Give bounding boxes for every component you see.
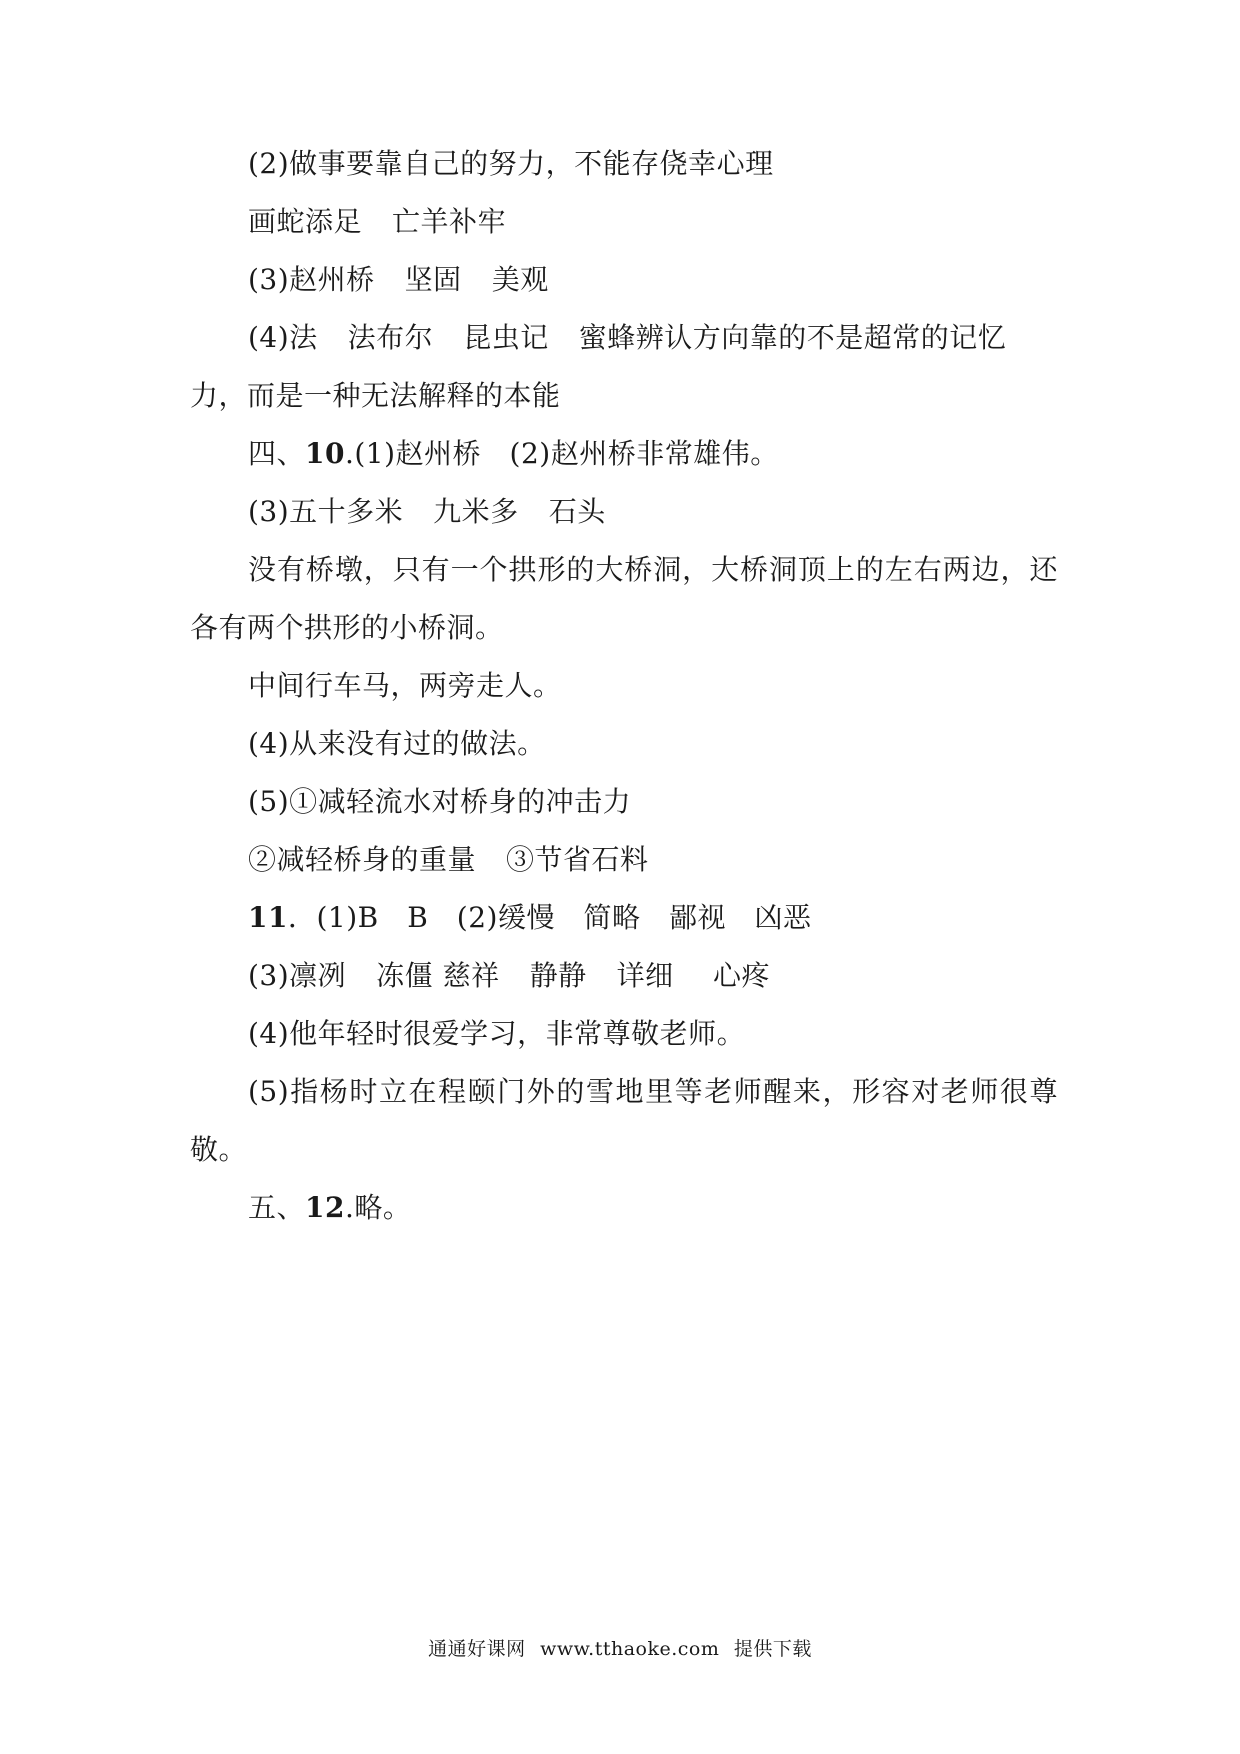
page-footer — [0, 1636, 1240, 1662]
answer-line: (4)他年轻时很爱学习，非常尊敬老师。 — [248, 1017, 746, 1050]
footer-note: 提供下载 — [733, 1638, 812, 1660]
answer-line: 力，而是一种无法解释的本能 — [190, 379, 561, 412]
question-number: 11 — [248, 901, 288, 934]
answer-line: (4)法 法布尔 昆虫记 蜜蜂辨认方向靠的不是超常的记忆 — [248, 321, 1007, 354]
section-heading: 五、12.略。 — [248, 1191, 412, 1224]
answer-line: (3)赵州桥 坚固 美观 — [248, 263, 549, 296]
answer-line: 各有两个拱形的小桥洞。 — [190, 611, 504, 644]
answer-line: (4)从来没有过的做法。 — [248, 727, 546, 760]
answer-line: 敬。 — [190, 1133, 248, 1166]
question-number: 12 — [305, 1191, 345, 1224]
section-heading: 四、10.(1)赵州桥 (2)赵州桥非常雄伟。 — [248, 437, 779, 470]
footer-url[interactable]: www.tthaoke.com — [540, 1638, 720, 1660]
answer-line: (2)做事要靠自己的努力，不能存侥幸心理 — [248, 147, 774, 180]
footer-site-name: 通通好课网 — [428, 1638, 526, 1660]
answer-line: (5)①减轻流水对桥身的冲击力 — [248, 785, 632, 818]
answer-line: 中间行车马，两旁走人。 — [248, 669, 562, 702]
question-line: 11．(1)B B (2)缓慢 简略 鄙视 凶恶 — [248, 901, 812, 934]
question-number: 10 — [305, 437, 345, 470]
answer-line: (3)凛冽 冻僵 慈祥 静静 详细 心疼 — [248, 959, 771, 992]
answer-line: ②减轻桥身的重量 ③节省石料 — [248, 843, 649, 876]
answer-line: (5)指杨时立在程颐门外的雪地里等老师醒来，形容对老师很尊 — [248, 1075, 1058, 1108]
answer-line: (3)五十多米 九米多 石头 — [248, 495, 606, 528]
answer-line: 画蛇添足 亡羊补牢 — [248, 205, 507, 238]
answer-line: 没有桥墩，只有一个拱形的大桥洞，大桥洞顶上的左右两边，还 — [248, 553, 1058, 586]
